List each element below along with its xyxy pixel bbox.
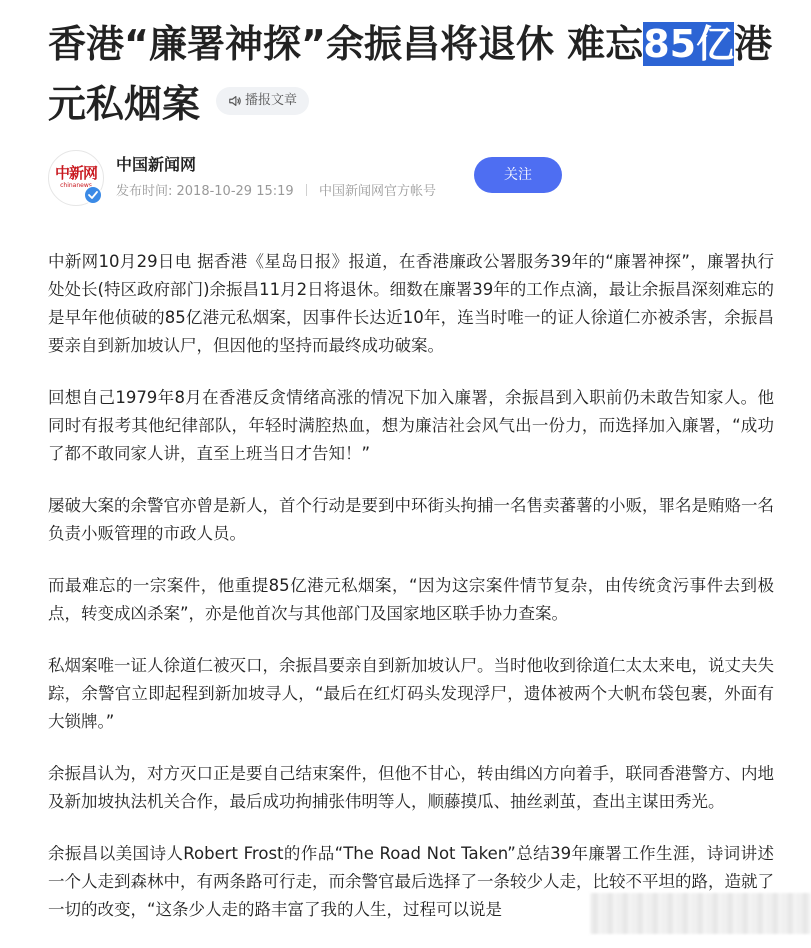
title-highlight: 85亿 [643,22,735,66]
avatar-logo-text: 中新网 [54,164,97,182]
article-paragraph: 余振昌以美国诗人Robert Frost的作品“The Road Not Taken”总结39年廉署工作生涯，诗词讲述一个人走到森林中，有两条路可行走，而余警官最后选择了一条较少人走，比较不平坦的路，造就了一切的改变，“这条少人走的路丰富了我的人生，过程可以说是 [48,844,774,919]
article-paragraph: 屡破大案的余警官亦曾是新人，首个行动是要到中环街头拘捕一名售卖蕃薯的小贩，罪名是贿赂一名负责小贩管理的市政人员。 [48,496,774,543]
article-paragraph: 而最难忘的一宗案件，他重提85亿港元私烟案，“因为这宗案件情节复杂，由传统贪污事件去到极点，转变成凶杀案”，亦是他首次与其他部门及国家地区联手协力查案。 [48,576,774,623]
meta-divider [306,184,307,196]
verified-badge-icon [84,186,102,204]
article-paragraph: 中新网10月29日电 据香港《星岛日报》报道，在香港廉政公署服务39年的“廉署神探”，廉署执行处处长(特区政府部门)余振昌11月2日将退休。细数在廉署39年的工作点滴，最让余振昌深刻难忘的是早年他侦破的85亿港元私烟案，因事件长达近10年，连当时唯一的证人徐道仁亦被杀害，余振昌要亲自到新加坡认尸，但因他的坚持而最终成功破案。 [48,252,774,355]
article-body [48,248,774,948]
follow-button[interactable]: 关注 [474,157,562,193]
author-name[interactable]: 中国新闻网 [116,155,197,174]
article-paragraph: 回想自己1979年8月在香港反贪情绪高涨的情况下加入廉署，余振昌到入职前仍未敢告知家人。他同时有报考其他纪律部队，年轻时满腔热血，想为廉洁社会风气出一份力，而选择加入廉署，“成功了都不敢同家人讲，直至上班当日才告知！” [48,388,774,463]
title-tail: 港元私烟案 [48,22,773,126]
publish-time: 发布时间: 2018-10-29 15:19 [116,184,294,199]
article-paragraph: 私烟案唯一证人徐道仁被灭口，余振昌要亲自到新加坡认尸。当时他收到徐道仁太太来电，说丈夫失踪，余警官立即起程到新加坡寻人，“最后在红灯码头发现浮尸，遗体被两个大帆布袋包裹，外面有大锁牌。” [48,656,774,731]
listen-article-label: 播报文章 [245,92,298,108]
speaker-icon [228,94,242,108]
listen-article-button[interactable] [216,87,309,115]
title-main: 香港“廉署神探”余振昌将退休 难忘 [48,22,644,66]
watermark-blur [590,893,811,934]
article-title [48,14,788,134]
article-meta [116,180,436,199]
avatar-logo-subtext: chinanews [60,182,92,189]
account-label: 中国新闻网官方帐号 [318,184,436,199]
article-paragraph: 余振昌认为，对方灭口正是要自己结束案件，但他不甘心，转由缉凶方向着手，联同香港警方、内地及新加坡执法机关合作，最后成功拘捕张伟明等人，顺藤摸瓜、抽丝剥茧，查出主谋田秀光。 [48,764,774,811]
